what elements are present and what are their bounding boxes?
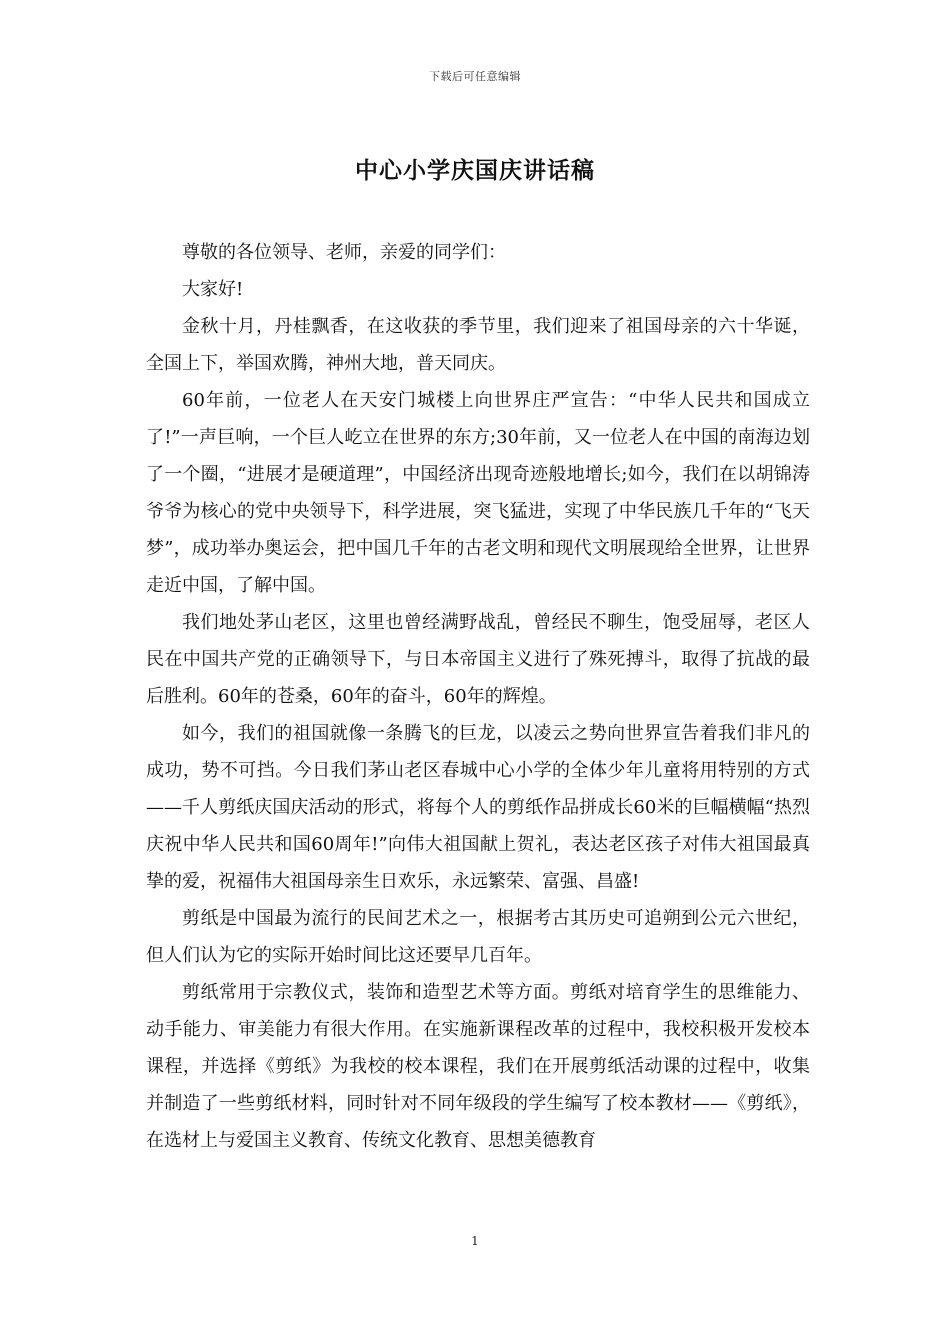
document-body xyxy=(146,234,810,1159)
body-paragraph: 剪纸常用于宗教仪式，装饰和造型艺术等方面。剪纸对培育学生的思维能力、动手能力、审美能力有很大作用。在实施新课程改革的过程中，我校积极开发校本课程，并选择《剪纸》为我校的校本课程，我们在开展剪纸活动课的过程中，收集并制造了一些剪纸材料，同时针对不同年级段的学生编写了校本教材——《剪纸》，在选材上与爱国主义教育、传统文化教育、思想美德教育 xyxy=(146,982,810,1151)
document-title: 中心小学庆国庆讲话稿 xyxy=(355,157,595,184)
salutation-paragraph: 尊敬的各位领导、老师，亲爱的同学们： xyxy=(182,242,506,263)
body-paragraph: 剪纸是中国最为流行的民间艺术之一，根据考古其历史可追朔到公元六世纪，但人们认为它的实际开始时间比这还要早几百年。 xyxy=(146,908,810,966)
greeting-paragraph: 大家好! xyxy=(182,279,244,300)
body-paragraph: 金秋十月，丹桂飘香，在这收获的季节里，我们迎来了祖国母亲的六十华诞，全国上下，举国欢腾，神州大地，普天同庆。 xyxy=(146,316,810,374)
header-note: 下载后可任意编辑 xyxy=(429,70,521,83)
body-paragraph: 我们地处茅山老区，这里也曾经满野战乱，曾经民不聊生，饱受屈辱，老区人民在中国共产党的正确领导下，与日本帝国主义进行了殊死搏斗，取得了抗战的最后胜利。60年的苍桑，60年的奋斗，60年的辉煌。 xyxy=(146,612,810,707)
page-number: 1 xyxy=(471,1234,479,1248)
body-paragraph: 如今，我们的祖国就像一条腾飞的巨龙，以凌云之势向世界宣告着我们非凡的成功，势不可挡。今日我们茅山老区春城中心小学的全体少年儿童将用特别的方式——千人剪纸庆国庆活动的形式，将每个人的剪纸作品拼成长60米的巨幅横幅“热烈庆祝中华人民共和国60周年!”向伟大祖国献上贺礼，表达老区孩子对伟大祖国最真挚的爱，祝福伟大祖国母亲生日欢乐，永远繁荣、富强、昌盛! xyxy=(146,723,810,892)
body-paragraph: 60年前，一位老人在天安门城楼上向世界庄严宣告：“中华人民共和国成立了!”一声巨响，一个巨人屹立在世界的东方;30年前，又一位老人在中国的南海边划了一个圈，“进展才是硬道理”，中国经济出现奇迹般地增长;如今，我们在以胡锦涛爷爷为核心的党中央领导下，科学进展，突飞猛进，实现了中华民族几千年的“飞天梦”，成功举办奥运会，把中国几千年的古老文明和现代文明展现给全世界，让世界走近中国，了解中国。 xyxy=(146,390,810,596)
